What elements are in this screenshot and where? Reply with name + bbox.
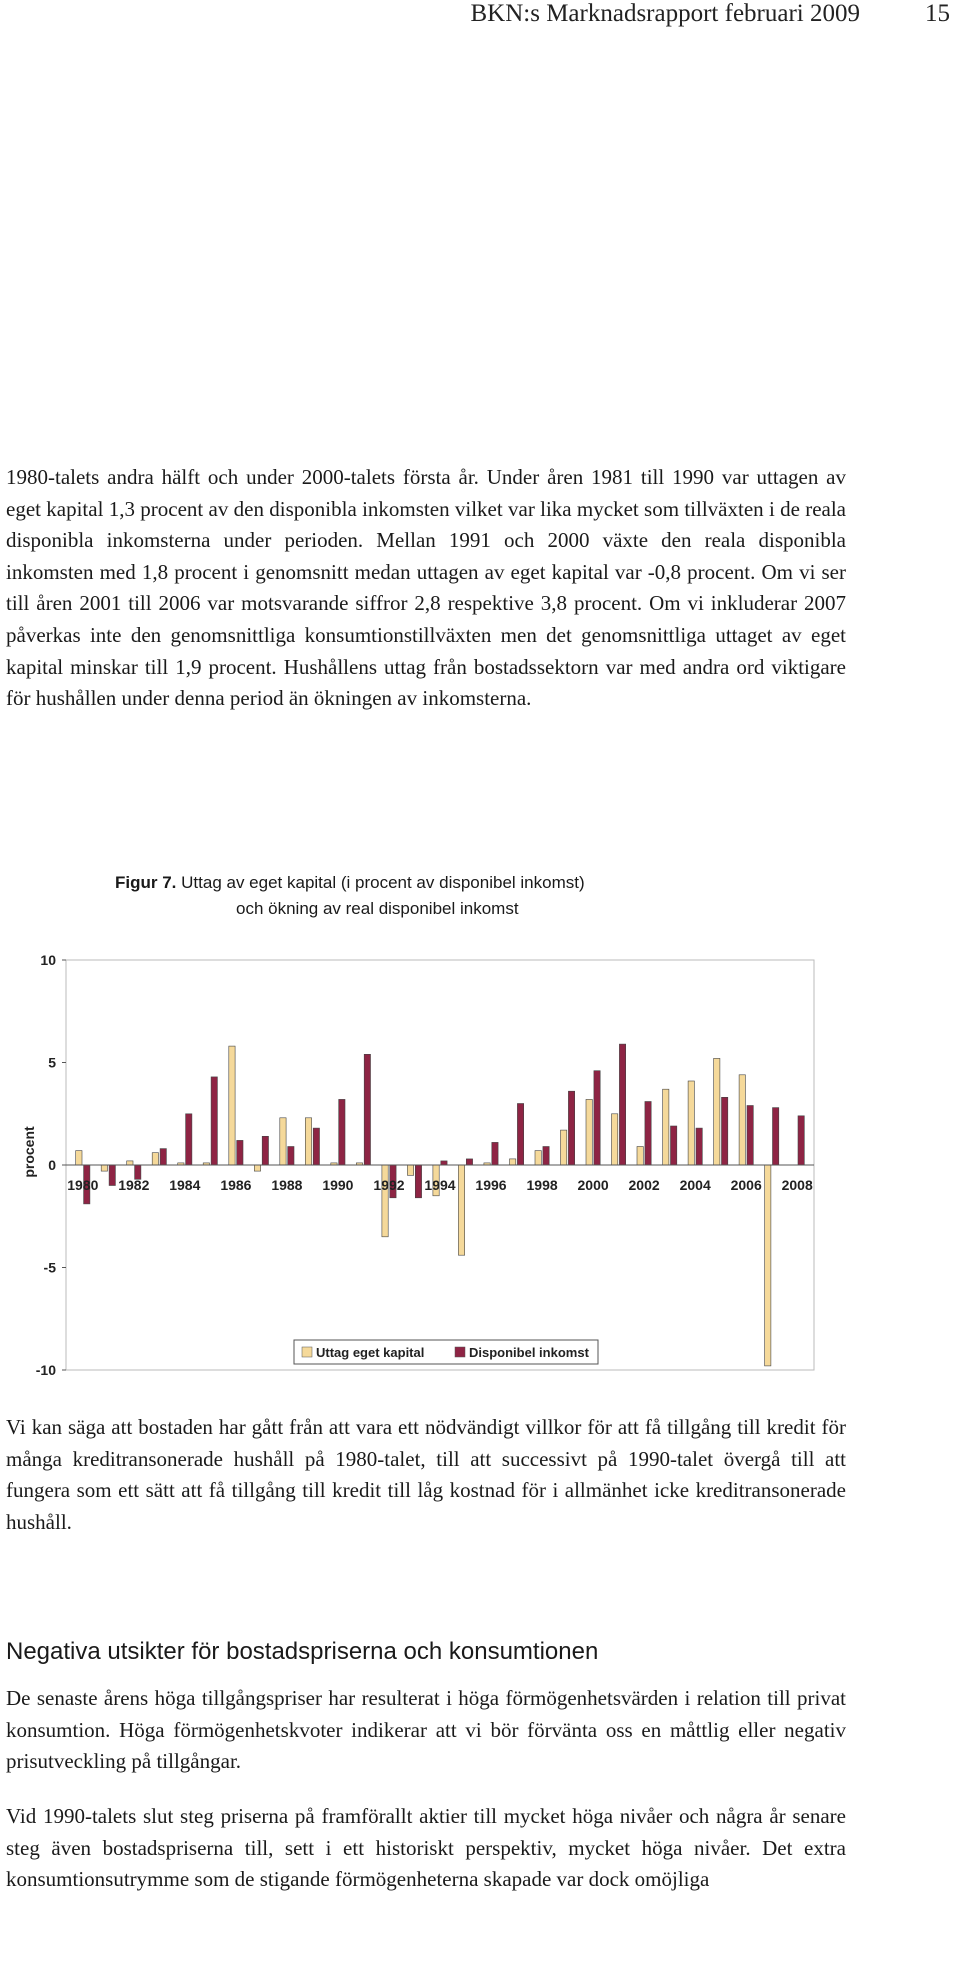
legend-label-uttag: Uttag eget kapital [316,1345,425,1360]
x-tick-label: 2002 [628,1177,660,1193]
bar-uttag-1983 [152,1153,158,1165]
figure-title-line-2: och ökning av real disponibel inkomst [236,899,519,918]
bar-uttag-1987 [254,1165,260,1171]
bar-disponibel-2006 [747,1106,753,1166]
x-tick-label: 1996 [475,1177,507,1193]
bar-disponibel-1999 [568,1091,574,1165]
bar-uttag-1992 [382,1165,388,1237]
x-tick-label: 2004 [679,1177,711,1193]
y-tick-label: -10 [35,1362,56,1378]
bar-uttag-1993 [407,1165,413,1175]
bar-uttag-1981 [101,1165,107,1171]
bar-disponibel-2005 [722,1097,728,1165]
bar-disponibel-1987 [262,1136,268,1165]
bar-disponibel-2003 [671,1126,677,1165]
body-paragraph-4: Vid 1990-talets slut steg priserna på framförallt aktier till mycket höga nivåer och några år senare steg även bostadspriserna till, sett i ett historiskt perspektiv, mycket höga nivåer. Det extra konsumtionsutrymme som de stigande förmögenheterna skapade var dock omöjliga [6,1804,846,1892]
y-tick-label: -5 [43,1259,56,1276]
y-tick-label: 0 [48,1157,56,1173]
bar-uttag-1997 [510,1159,516,1165]
bar-disponibel-1988 [288,1147,294,1166]
bar-uttag-2000 [586,1099,592,1165]
bar-disponibel-2001 [619,1044,625,1165]
figure-title-line-1: Uttag av eget kapital (i procent av disponibel inkomst) [181,873,585,892]
bar-uttag-1986 [229,1046,235,1165]
body-paragraph-2: Vi kan säga att bostaden har gått från att vara ett nödvändigt villkor för att få tillgång till kredit för många kreditransonerade hushåll på 1980-talet, till att successivt på 1990-talet övergå till att fungera som ett sätt att få tillgång till kredit till låg kostnad för i allmänhet icke kreditransonerade hushåll. [6,1415,846,1534]
bar-uttag-2001 [612,1114,618,1165]
x-tick-label: 2006 [730,1177,762,1193]
bar-disponibel-1997 [517,1104,523,1166]
legend-swatch-disponibel [455,1347,465,1357]
x-tick-label: 1986 [220,1177,252,1193]
bar-disponibel-2004 [696,1128,702,1165]
bar-disponibel-1985 [211,1077,217,1165]
figure-7 [0,870,960,1390]
bar-disponibel-1998 [543,1147,549,1166]
y-tick-label: 10 [40,952,56,968]
figure-caption [115,870,815,922]
bar-disponibel-1990 [339,1099,345,1165]
figure-label: Figur 7. [115,873,177,892]
bar-uttag-1998 [535,1151,541,1165]
bar-disponibel-1994 [441,1161,447,1165]
bar-uttag-2004 [688,1081,694,1165]
bar-disponibel-1993 [415,1165,421,1198]
section-heading: Negativa utsikter för bostadspriserna och konsumtionen [6,1638,599,1665]
page-number: 15 [925,0,950,27]
chart-legend [294,1340,598,1364]
y-tick-label: 5 [48,1054,56,1071]
bar-uttag-2006 [739,1075,745,1165]
bar-uttag-2002 [637,1147,643,1166]
x-tick-label: 1994 [424,1177,456,1193]
bar-uttag-1980 [76,1151,82,1165]
body-paragraph-3: De senaste årens höga tillgångspriser har resulterat i höga förmögenhetsvärden i relation till privat konsumtion. Höga förmögenhetskvoter indikerar att vi bör förvänta oss en måttlig eller negativ prisutveckling på tillgångar. [6,1686,846,1774]
x-tick-label: 1998 [526,1177,558,1193]
bar-uttag-1995 [458,1165,464,1255]
bar-disponibel-1995 [466,1159,472,1165]
bar-disponibel-2000 [594,1071,600,1165]
bar-uttag-1989 [305,1118,311,1165]
page-header [0,0,960,40]
legend-swatch-uttag [302,1347,312,1357]
bar-uttag-1982 [127,1161,133,1165]
x-tick-label: 1982 [118,1177,150,1193]
bar-uttag-2007 [765,1165,771,1366]
legend-label-disponibel: Disponibel inkomst [469,1345,589,1360]
bar-disponibel-1984 [186,1114,192,1165]
x-tick-label: 1988 [271,1177,303,1193]
bar-uttag-2005 [714,1058,720,1165]
bar-disponibel-1991 [364,1054,370,1165]
y-axis-label: procent [21,1126,37,1178]
bar-disponibel-1996 [492,1142,498,1165]
x-tick-label: 1984 [169,1177,201,1193]
bar-disponibel-1989 [313,1128,319,1165]
x-tick-label: 1980 [67,1177,99,1193]
body-paragraph-1: 1980-talets andra hälft och under 2000-talets första år. Under åren 1981 till 1990 var uttagen av eget kapital 1,3 procent av den disponibla inkomsten vilket var lika mycket som tillväxten i de reala disponibla inkomsterna under perioden. Mellan 1991 och 2000 växte den reala disponibla inkomsten med 1,8 procent i genomsnitt medan uttagen av eget kapital var -0,8 procent. Om vi ser till åren 2001 till 2006 var motsvarande siffror 2,8 respektive 3,8 procent. Om vi inkluderar 2007 påverkas inte den genomsnittliga konsumtionstillväxten men det genomsnittliga uttaget av eget kapital minskar till 1,9 procent. Hushållens uttag från bostadssektorn var med andra ord viktigare för hushållen under denna period än ökningen av inkomsterna. [6,465,846,711]
bar-uttag-1988 [280,1118,286,1165]
bar-disponibel-1981 [109,1165,115,1186]
bar-disponibel-1983 [160,1149,166,1165]
bar-disponibel-2007 [773,1108,779,1165]
bar-disponibel-2002 [645,1102,651,1166]
bar-uttag-2003 [663,1089,669,1165]
bar-uttag-1999 [561,1130,567,1165]
bar-chart [0,870,960,1390]
x-tick-label: 2008 [781,1177,813,1193]
x-tick-label: 1992 [373,1177,405,1193]
x-tick-label: 1990 [322,1177,354,1193]
bar-disponibel-1986 [237,1140,243,1165]
publication-title: BKN:s Marknadsrapport februari 2009 [470,0,860,27]
x-tick-label: 2000 [577,1177,609,1193]
bar-disponibel-2008 [798,1116,804,1165]
